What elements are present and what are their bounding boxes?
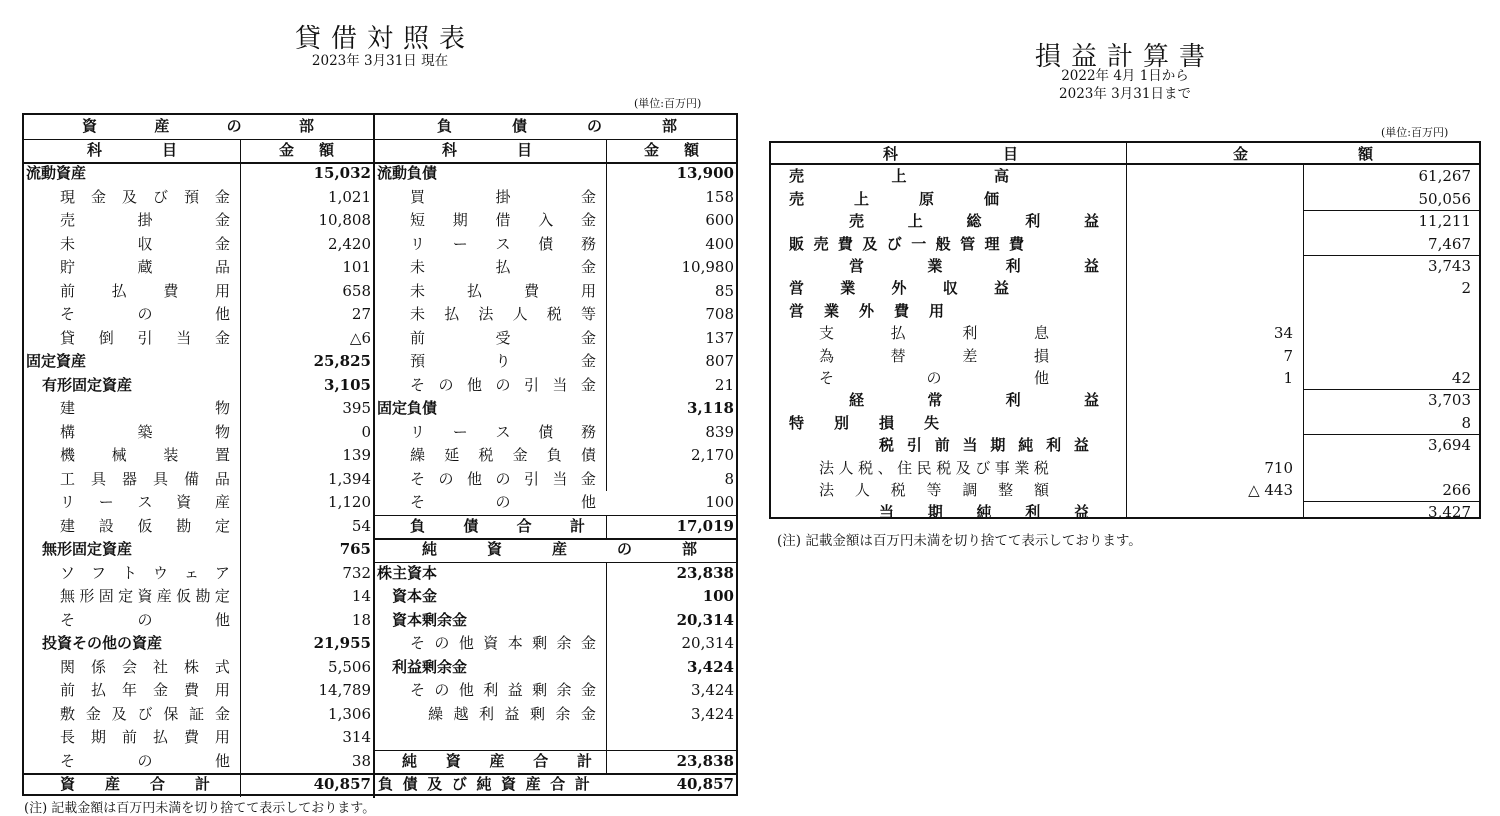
assets-total-value: 40,857: [313, 775, 371, 793]
col-amount-header: 金 額: [279, 140, 334, 159]
net-assets-header: 純 資 産 の 部: [422, 540, 697, 558]
asset-subsection-label: 無形固定資産: [42, 540, 133, 558]
asset-item-value: 14,789: [318, 681, 371, 699]
pl-item-label: 経 常 利 益: [849, 391, 1099, 410]
balance-sheet-table: [22, 113, 738, 796]
asset-item-label: 貯 蔵 品: [60, 258, 230, 276]
pl-item-total-value: 266: [1442, 481, 1471, 499]
pl-item-label: 売 上 原 価: [789, 189, 999, 208]
liabilities-total-value: 17,019: [676, 516, 734, 535]
grand-total-label: 負 債 及 び 純 資 産 合 計: [378, 775, 590, 793]
asset-item-value: 0: [361, 422, 371, 441]
pl-item-total-value: 3,703: [1428, 391, 1471, 410]
col-item-header: 科 目: [442, 140, 532, 159]
rule-line: [1303, 165, 1304, 517]
liability-section-label: 流動負債: [377, 164, 438, 182]
liability-item-label: 預 り 金: [410, 352, 596, 370]
liability-item-label: 未 払 法 人 税 等: [410, 305, 596, 323]
rule-line: [606, 139, 607, 492]
net-asset-item-label: 繰 越 利 益 剰 余 金: [428, 704, 596, 723]
pl-item-label: 税 引 前 当 期 純 利 益: [879, 436, 1089, 455]
asset-item-value: 1,021: [328, 187, 371, 206]
pl-item-label: そ の 他: [819, 369, 1049, 387]
asset-item-label: リ ー ス 資 産: [60, 493, 230, 511]
pl-item-label: 売 上 高: [789, 167, 1009, 186]
net-asset-section-label: 利益剰余金: [392, 657, 468, 676]
rule-line: [240, 773, 241, 797]
asset-item-value: 18: [351, 610, 371, 629]
liability-item-value: 100: [705, 493, 734, 511]
asset-item-label: 関 係 会 社 株 式: [60, 657, 230, 676]
pl-item-sub-value: 1: [1283, 369, 1293, 387]
net-assets-total-value: 23,838: [676, 751, 734, 770]
asset-item-value: 5,506: [328, 657, 371, 676]
pl-item-total-value: 11,211: [1418, 212, 1471, 231]
asset-item-value: 25,825: [313, 352, 371, 370]
pl-item-label: 法 人 税 等 調 整 額: [819, 481, 1049, 499]
balance-sheet-note: (注) 記載金額は百万円未満を切り捨てて表示しております。: [24, 801, 376, 816]
asset-item-label: 構 築 物: [60, 422, 230, 441]
asset-item-value: 732: [342, 563, 371, 582]
liability-item-value: 2,170: [691, 446, 734, 464]
liability-item-label: リ ー ス 債 務: [410, 234, 596, 253]
col-amount-header: 金 額: [644, 140, 699, 159]
asset-section-label: 固定資産: [26, 352, 87, 370]
asset-item-label: 貸 倒 引 当 金: [60, 328, 230, 347]
pl-item-total-value: 7,467: [1428, 234, 1471, 253]
asset-item-value: △6: [349, 328, 371, 347]
income-statement-unit: (単位:百万円): [1381, 126, 1449, 139]
liability-item-value: 158: [705, 187, 734, 206]
pl-item-sub-value: 710: [1264, 458, 1293, 477]
pl-item-total-value: 2: [1461, 279, 1471, 298]
asset-item-label: 現 金 及 び 預 金: [60, 187, 230, 206]
pl-item-sub-value: 7: [1283, 346, 1293, 365]
income-statement-note: (注) 記載金額は百万円未満を切り捨てて表示しております。: [777, 533, 1142, 549]
pl-item-sub-value: △ 443: [1248, 481, 1293, 499]
liability-item-value: 21: [714, 375, 734, 394]
rule-line: [1303, 501, 1479, 502]
asset-subsection-label: 投資その他の資産: [42, 634, 163, 652]
rule-line: [1303, 389, 1479, 390]
pl-item-total-value: 61,267: [1418, 167, 1471, 186]
rule-line: [1126, 143, 1127, 517]
asset-item-value: 54: [351, 516, 371, 535]
liabilities-header: 負 債 の 部: [437, 117, 677, 135]
pl-item-label: 当 期 純 利 益: [879, 503, 1089, 522]
liability-item-value: 13,900: [676, 164, 734, 182]
net-asset-item-value: 3,424: [687, 657, 734, 676]
asset-item-label: 機 械 装 置: [60, 446, 230, 464]
asset-item-value: 27: [351, 305, 371, 323]
liability-section-label: 固定負債: [377, 399, 438, 417]
pl-item-label: 為 替 差 損: [819, 346, 1049, 365]
balance-sheet-title: 貸借対照表: [294, 24, 475, 54]
asset-item-value: 10,808: [318, 211, 371, 229]
rule-line: [606, 515, 607, 539]
net-asset-section-label: 資本金: [392, 587, 438, 605]
liability-item-label: 買 掛 金: [410, 187, 596, 206]
asset-item-value: 139: [342, 446, 371, 464]
liability-item-label: 前 受 金: [410, 328, 596, 347]
liability-item-value: 8: [724, 469, 734, 488]
assets-total-label: 資 産 合 計: [60, 775, 210, 793]
asset-item-label: 建 設 仮 勘 定: [60, 516, 230, 535]
asset-item-value: 1,306: [328, 704, 371, 723]
liability-item-value: 839: [705, 422, 734, 441]
liability-item-label: リ ー ス 債 務: [410, 422, 596, 441]
liability-item-label: そ の 他: [410, 493, 596, 511]
liability-item-label: 短 期 借 入 金: [410, 211, 596, 229]
net-asset-section-label: 株主資本: [377, 563, 438, 582]
liability-item-value: 807: [705, 352, 734, 370]
asset-item-label: そ の 他: [60, 305, 230, 323]
income-statement-period-to: 2023年 3月31日まで: [1059, 86, 1191, 102]
pl-item-sub-value: 34: [1273, 324, 1293, 343]
pl-item-total-value: 3,743: [1428, 257, 1471, 275]
asset-item-label: 前 払 年 金 費 用: [60, 681, 230, 699]
pl-item-total-value: 42: [1451, 369, 1471, 387]
pl-col-item-header: 科 目: [883, 145, 1018, 163]
rule-line: [1303, 255, 1479, 256]
liability-item-value: 400: [705, 234, 734, 253]
liability-item-value: 600: [705, 211, 734, 229]
asset-item-label: 前 払 費 用: [60, 281, 230, 300]
pl-item-label: 法 人 税 、 住 民 税 及 び 事 業 税: [819, 458, 1049, 477]
income-statement-title: 損益計算書: [1034, 42, 1215, 72]
net-asset-item-value: 3,424: [691, 704, 734, 723]
asset-section-label: 流動資産: [26, 164, 87, 182]
pl-col-amount-header: 金 額: [1233, 145, 1373, 163]
rule-line: [606, 562, 607, 774]
net-asset-item-value: 100: [702, 587, 734, 605]
pl-item-label: 営 業 利 益: [849, 257, 1099, 275]
liability-item-label: そ の 他 の 引 当 金: [410, 375, 596, 394]
rule-line: [24, 139, 736, 140]
income-statement-table: [769, 141, 1481, 522]
rule-line: [240, 139, 241, 774]
income-statement-period-from: 2022年 4月 1日から: [1061, 68, 1189, 84]
pl-item-total-value: 50,056: [1418, 189, 1471, 208]
asset-item-value: 314: [342, 728, 371, 746]
asset-item-label: 未 収 金: [60, 234, 230, 253]
liability-item-label: 繰 延 税 金 負 債: [410, 446, 596, 464]
asset-item-label: そ の 他: [60, 751, 230, 770]
asset-item-label: 工 具 器 具 備 品: [60, 469, 230, 488]
col-item-header: 科 目: [87, 140, 177, 159]
liability-item-label: 未 払 費 用: [410, 281, 596, 300]
liability-item-value: 3,118: [687, 399, 734, 417]
asset-item-label: 長 期 前 払 費 用: [60, 728, 230, 746]
liabilities-total-label: 負 債 合 計: [410, 516, 585, 535]
net-asset-section-label: 資本剰余金: [392, 610, 468, 629]
asset-subsection-label: 有形固定資産: [42, 375, 133, 394]
net-asset-item-label: そ の 他 利 益 剰 余 金: [410, 681, 596, 699]
pl-item-label: 売 上 総 利 益: [849, 212, 1099, 231]
asset-item-label: 売 掛 金: [60, 211, 230, 229]
grand-total-value: 40,857: [676, 775, 734, 793]
liability-item-label: 未 払 金: [410, 258, 596, 276]
asset-item-value: 658: [342, 281, 371, 300]
asset-item-label: ソ フ ト ウ ェ ア: [60, 563, 230, 582]
net-asset-item-value: 23,838: [676, 563, 734, 582]
asset-item-value: 14: [351, 587, 371, 605]
asset-item-value: 1,120: [328, 493, 371, 511]
asset-item-label: 敷 金 及 び 保 証 金: [60, 704, 230, 723]
asset-item-value: 765: [339, 540, 371, 558]
pl-item-label: 営 業 外 費 用: [789, 301, 944, 320]
pl-item-total-value: 8: [1461, 413, 1471, 432]
asset-item-value: 21,955: [313, 634, 371, 652]
asset-item-value: 2,420: [328, 234, 371, 253]
liability-item-label: そ の 他 の 引 当 金: [410, 469, 596, 488]
liability-item-value: 85: [714, 281, 734, 300]
asset-item-value: 395: [342, 399, 371, 417]
asset-item-value: 38: [351, 751, 371, 770]
pl-item-label: 販 売 費 及 び 一 般 管 理 費: [789, 234, 1024, 253]
asset-item-value: 15,032: [313, 164, 371, 182]
asset-item-value: 101: [342, 258, 371, 276]
pl-item-total-value: 3,694: [1428, 436, 1471, 455]
rule-line: [373, 115, 375, 798]
liability-item-value: 10,980: [681, 258, 734, 276]
pl-item-label: 特 別 損 失: [789, 413, 939, 432]
net-asset-item-value: 20,314: [676, 610, 734, 629]
balance-sheet-unit: (単位:百万円): [634, 97, 702, 110]
net-asset-item-label: そ の 他 資 本 剰 余 金: [410, 634, 596, 652]
pl-item-label: 支 払 利 息: [819, 324, 1049, 343]
asset-item-label: 建 物: [60, 399, 230, 417]
pl-item-label: 営 業 外 収 益: [789, 279, 1009, 298]
assets-header: 資 産 の 部: [82, 117, 314, 135]
rule-line: [1303, 434, 1479, 435]
asset-item-label: そ の 他: [60, 610, 230, 629]
net-asset-item-value: 20,314: [681, 634, 734, 652]
asset-item-value: 3,105: [324, 375, 371, 394]
liability-item-value: 137: [705, 328, 734, 347]
net-assets-total-label: 純 資 産 合 計: [402, 751, 592, 770]
pl-item-total-value: 3,427: [1428, 503, 1471, 522]
rule-line: [1303, 210, 1479, 211]
net-asset-item-value: 3,424: [691, 681, 734, 699]
asset-item-value: 1,394: [328, 469, 371, 488]
asset-item-label: 無 形 固 定 資 産 仮 勘 定: [60, 587, 230, 605]
balance-sheet-date: 2023年 3月31日 現在: [311, 53, 449, 69]
liability-item-value: 708: [705, 305, 734, 323]
